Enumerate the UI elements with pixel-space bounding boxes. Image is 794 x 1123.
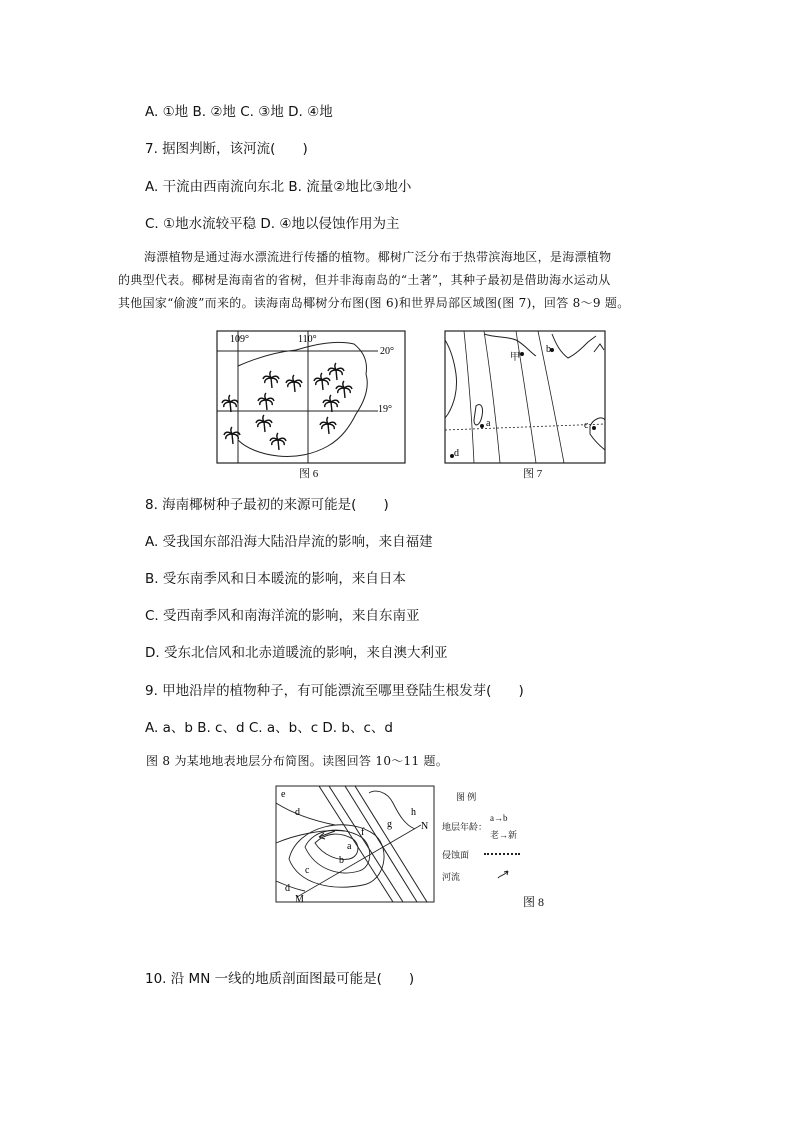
- fig8-label-e: e: [281, 789, 286, 800]
- fig7-label-jia: 甲: [510, 352, 520, 363]
- q8-option-b: B. 受东南季风和日本暖流的影响，来自日本: [145, 571, 406, 587]
- legend-river-icon: [496, 868, 512, 880]
- q6-options: A. ①地 B. ②地 C. ③地 D. ④地: [145, 104, 333, 120]
- fig6-lon-109: 109°: [230, 334, 249, 345]
- figure-7-caption: 图 7: [523, 468, 543, 480]
- q7-options-ab: A. 干流由西南流向东北 B. 流量②地比③地小: [145, 179, 412, 195]
- fig8-label-b: b: [339, 855, 344, 866]
- q10-stem: 10. 沿 MN 一线的地质剖面图最可能是( ): [145, 971, 415, 987]
- q7-options-cd: C. ①地水流较平稳 D. ④地以侵蚀作用为主: [145, 216, 400, 232]
- fig8-label-d-top: d: [295, 807, 300, 818]
- legend-erosion-label: 侵蚀面: [442, 850, 470, 860]
- fig8-label-m: M: [295, 894, 304, 903]
- q8-option-a: A. 受我国东部沿海大陆沿岸流的影响，来自福建: [145, 534, 433, 550]
- fig7-label-c: c: [584, 420, 589, 431]
- figure-6-caption: 图 6: [299, 468, 319, 480]
- q9-stem: 9. 甲地沿岸的植物种子，有可能漂流至哪里登陆生根发芽( ): [145, 683, 524, 699]
- passage-line-1: 海漂植物是通过海水漂流进行传播的植物。椰树广泛分布于热带滨海地区，是海漂植物: [144, 250, 612, 264]
- q8-option-d: D. 受东北信风和北赤道暖流的影响，来自澳大利亚: [145, 645, 448, 661]
- fig6-lat-19: 19°: [378, 404, 392, 415]
- q8-stem: 8. 海南椰树种子最初的来源可能是( ): [145, 497, 389, 513]
- legend-age-old-new: 老→新: [490, 830, 518, 840]
- fig8-label-f: f: [361, 827, 365, 838]
- legend-erosion-symbol: [484, 853, 520, 855]
- fig7-label-a: a: [486, 418, 491, 429]
- fig8-label-h: h: [411, 807, 416, 818]
- passage-line-3: 其他国家“偷渡”而来的。读海南岛椰树分布图(图 6)和世界局部区域图(图 7)，回答 8～9 题。: [118, 296, 630, 310]
- q7-stem: 7. 据图判断，该河流( ): [145, 141, 308, 157]
- legend-age-label: 地层年龄：: [442, 822, 488, 832]
- figure-6-hainan-map: [216, 330, 406, 464]
- fig6-lon-110: 110°: [298, 334, 317, 345]
- fig8-intro: 图 8 为某地地表地层分布简图。读图回答 10～11 题。: [146, 754, 449, 768]
- q8-option-c: C. 受西南季风和南海洋流的影响，来自东南亚: [145, 608, 420, 624]
- figure-7-world-map: [444, 330, 606, 464]
- fig8-label-n: N: [421, 821, 429, 832]
- fig8-label-c: c: [305, 865, 310, 876]
- fig8-label-g: g: [387, 819, 392, 830]
- fig7-label-b: b: [546, 344, 551, 355]
- figure-8-legend: [440, 790, 540, 890]
- legend-age-ab: a→b: [490, 813, 508, 823]
- fig6-lat-20: 20°: [380, 346, 394, 357]
- fig7-label-d: d: [454, 448, 459, 459]
- figure-8-geology-map: [275, 785, 435, 903]
- passage: [118, 246, 678, 315]
- fig8-label-a: a: [347, 841, 352, 852]
- fig8-label-d-bottom: d: [285, 883, 290, 894]
- legend-river-label: 河流: [442, 872, 461, 882]
- q9-options: A. a、b B. c、d C. a、b、c D. b、c、d: [145, 720, 393, 736]
- passage-line-2: 的典型代表。椰树是海南省的省树，但并非海南岛的“土著”，其种子最初是借助海水运动从: [118, 273, 611, 287]
- legend-title: 图 例: [456, 792, 477, 802]
- figure-8-caption: 图 8: [523, 895, 545, 909]
